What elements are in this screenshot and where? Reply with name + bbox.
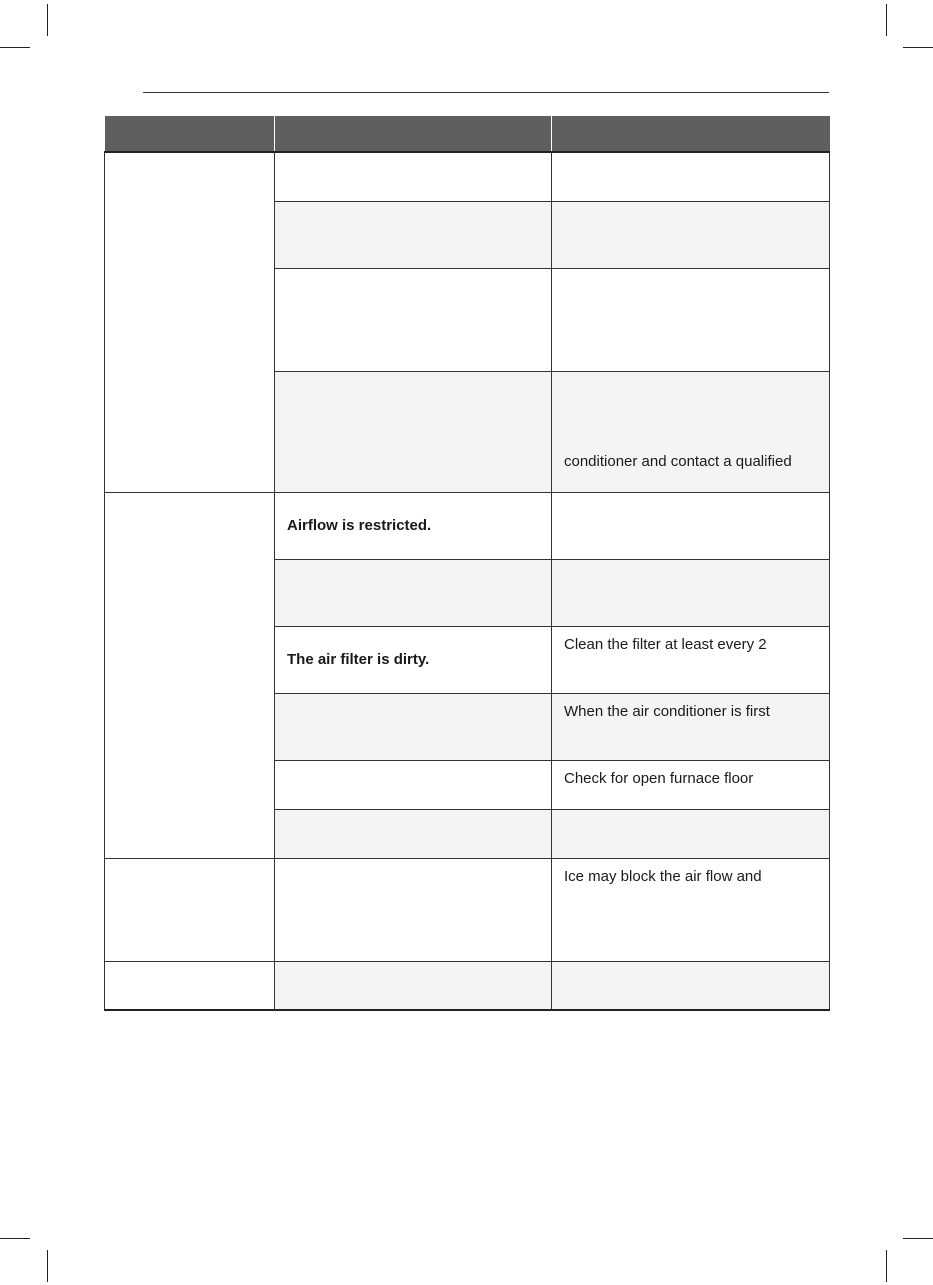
problem-cell [105, 961, 275, 1010]
crop-mark [886, 4, 887, 36]
problem-cell [105, 858, 275, 961]
crop-mark [903, 47, 933, 48]
table-row [105, 152, 830, 201]
crop-mark [903, 1238, 933, 1239]
solution-cell [552, 559, 830, 626]
solution-cell [552, 201, 830, 268]
cause-cell [275, 961, 552, 1010]
solution-cell [552, 152, 830, 201]
solution-cell [552, 693, 830, 760]
cause-cell [275, 809, 552, 858]
crop-mark [0, 1238, 30, 1239]
cause-cell [275, 152, 552, 201]
cause-cell [275, 858, 552, 961]
header-solution [552, 116, 830, 152]
cause-cell [275, 559, 552, 626]
cause-cell [275, 201, 552, 268]
cause-cell [275, 760, 552, 809]
cause-text: Airflow is restricted. [287, 517, 432, 534]
solution-cell [552, 961, 830, 1010]
solution-cell [552, 858, 830, 961]
header-rule [143, 92, 829, 93]
problem-cell [105, 152, 275, 492]
table-row [105, 492, 830, 559]
table-header-row [105, 116, 830, 152]
header-problem [105, 116, 275, 152]
solution-text: conditioner and contact a qualified [564, 452, 792, 470]
crop-mark [47, 1250, 48, 1282]
cause-cell [275, 371, 552, 492]
solution-text: When the air conditioner is first [564, 702, 770, 720]
solution-cell [552, 268, 830, 371]
solution-cell [552, 492, 830, 559]
solution-cell [552, 626, 830, 693]
solution-text: Check for open furnace floor [564, 769, 754, 787]
table-row [105, 961, 830, 1010]
crop-mark [0, 47, 30, 48]
solution-text: Clean the filter at least every 2 [564, 635, 767, 653]
table-row [105, 858, 830, 961]
solution-cell [552, 371, 830, 492]
crop-mark [47, 4, 48, 36]
solution-cell [552, 809, 830, 858]
cause-cell [275, 492, 552, 559]
cause-text: The air filter is dirty. [287, 651, 430, 668]
cause-cell [275, 268, 552, 371]
cause-cell [275, 626, 552, 693]
solution-text: Ice may block the air flow and [564, 867, 762, 885]
solution-cell [552, 760, 830, 809]
problem-cell [105, 492, 275, 858]
header-cause [275, 116, 552, 152]
cause-cell [275, 693, 552, 760]
troubleshooting-table [104, 116, 830, 1011]
crop-mark [886, 1250, 887, 1282]
